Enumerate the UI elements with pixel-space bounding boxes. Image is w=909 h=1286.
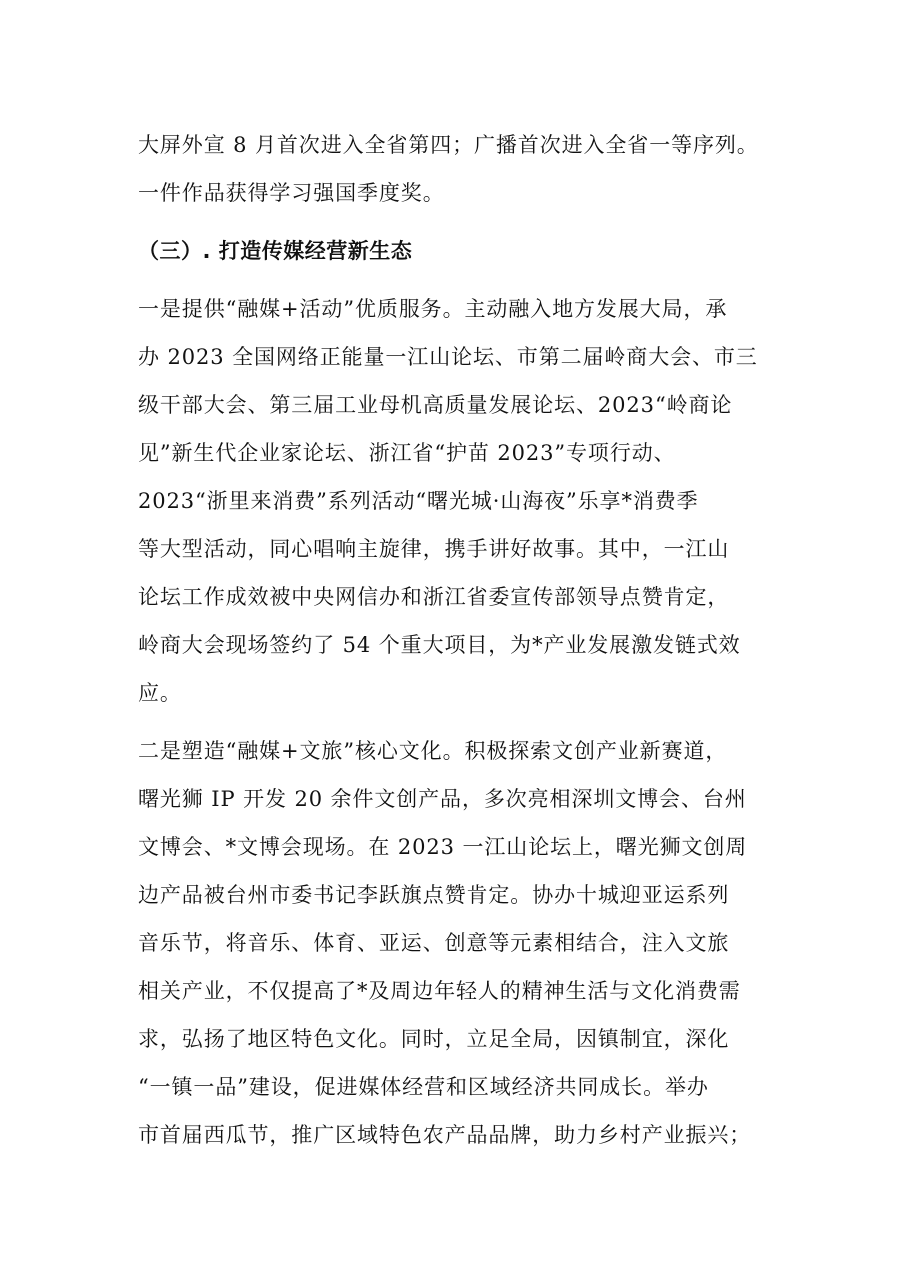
paragraph1-line-8: 岭商大会现场签约了 54 个重大项目，为*产业发展激发链式效: [138, 633, 741, 657]
paragraph1-line-2: 办 2023 全国网络正能量一江山论坛、市第二届岭商大会、市三: [138, 345, 758, 369]
paragraph2-line-7: 求，弘扬了地区特色文化。同时，立足全局，因镇制宜，深化: [138, 1027, 730, 1051]
paragraph1-line-9: 应。: [138, 681, 182, 705]
paragraph2-line-2: 曙光狮 IP 开发 20 余件文创产品，多次亮相深圳文博会、台州: [138, 787, 747, 811]
paragraph1-line-7: 论坛工作成效被中央网信办和浙江省委宣传部领导点赞肯定，: [138, 585, 730, 609]
section-heading: （三）. 打造传媒经营新生态: [138, 239, 413, 263]
paragraph2-line-1: 二是塑造“融媒+文旅”核心文化。积极探索文创产业新赛道，: [138, 739, 728, 763]
paragraph2-line-4: 边产品被台州市委书记李跃旗点赞肯定。协办十城迎亚运系列: [138, 883, 730, 907]
paragraph1-line-4: 见”新生代企业家论坛、浙江省“护苗 2023”专项行动、: [138, 441, 676, 465]
paragraph1-line-1: 一是提供“融媒+活动”优质服务。主动融入地方发展大局，承: [138, 297, 728, 321]
paragraph1-line-3: 级干部大会、第三届工业母机高质量发展论坛、2023“岭商论: [138, 393, 733, 417]
intro-line-2: 一件作品获得学习强国季度奖。: [138, 181, 445, 205]
paragraph1-line-6: 等大型活动，同心唱响主旋律，携手讲好故事。其中，一江山: [138, 537, 730, 561]
paragraph2-line-5: 音乐节，将音乐、体育、亚运、创意等元素相结合，注入文旅: [138, 931, 730, 955]
paragraph1-line-5: 2023“浙里来消费”系列活动“曙光城·山海夜”乐享*消费季: [138, 489, 699, 513]
intro-line-1: 大屏外宣 8 月首次进入全省第四；广播首次进入全省一等序列。: [138, 133, 759, 157]
paragraph2-line-3: 文博会、*文博会现场。在 2023 一江山论坛上，曙光狮文创周: [138, 835, 748, 859]
paragraph2-line-8: “一镇一品”建设，促进媒体经营和区域经济共同成长。举办: [138, 1075, 709, 1099]
paragraph2-line-6: 相关产业，不仅提高了*及周边年轻人的精神生活与文化消费需: [138, 979, 741, 1003]
paragraph2-line-9: 市首届西瓜节，推广区域特色农产品品牌，助力乡村产业振兴；: [138, 1123, 752, 1147]
